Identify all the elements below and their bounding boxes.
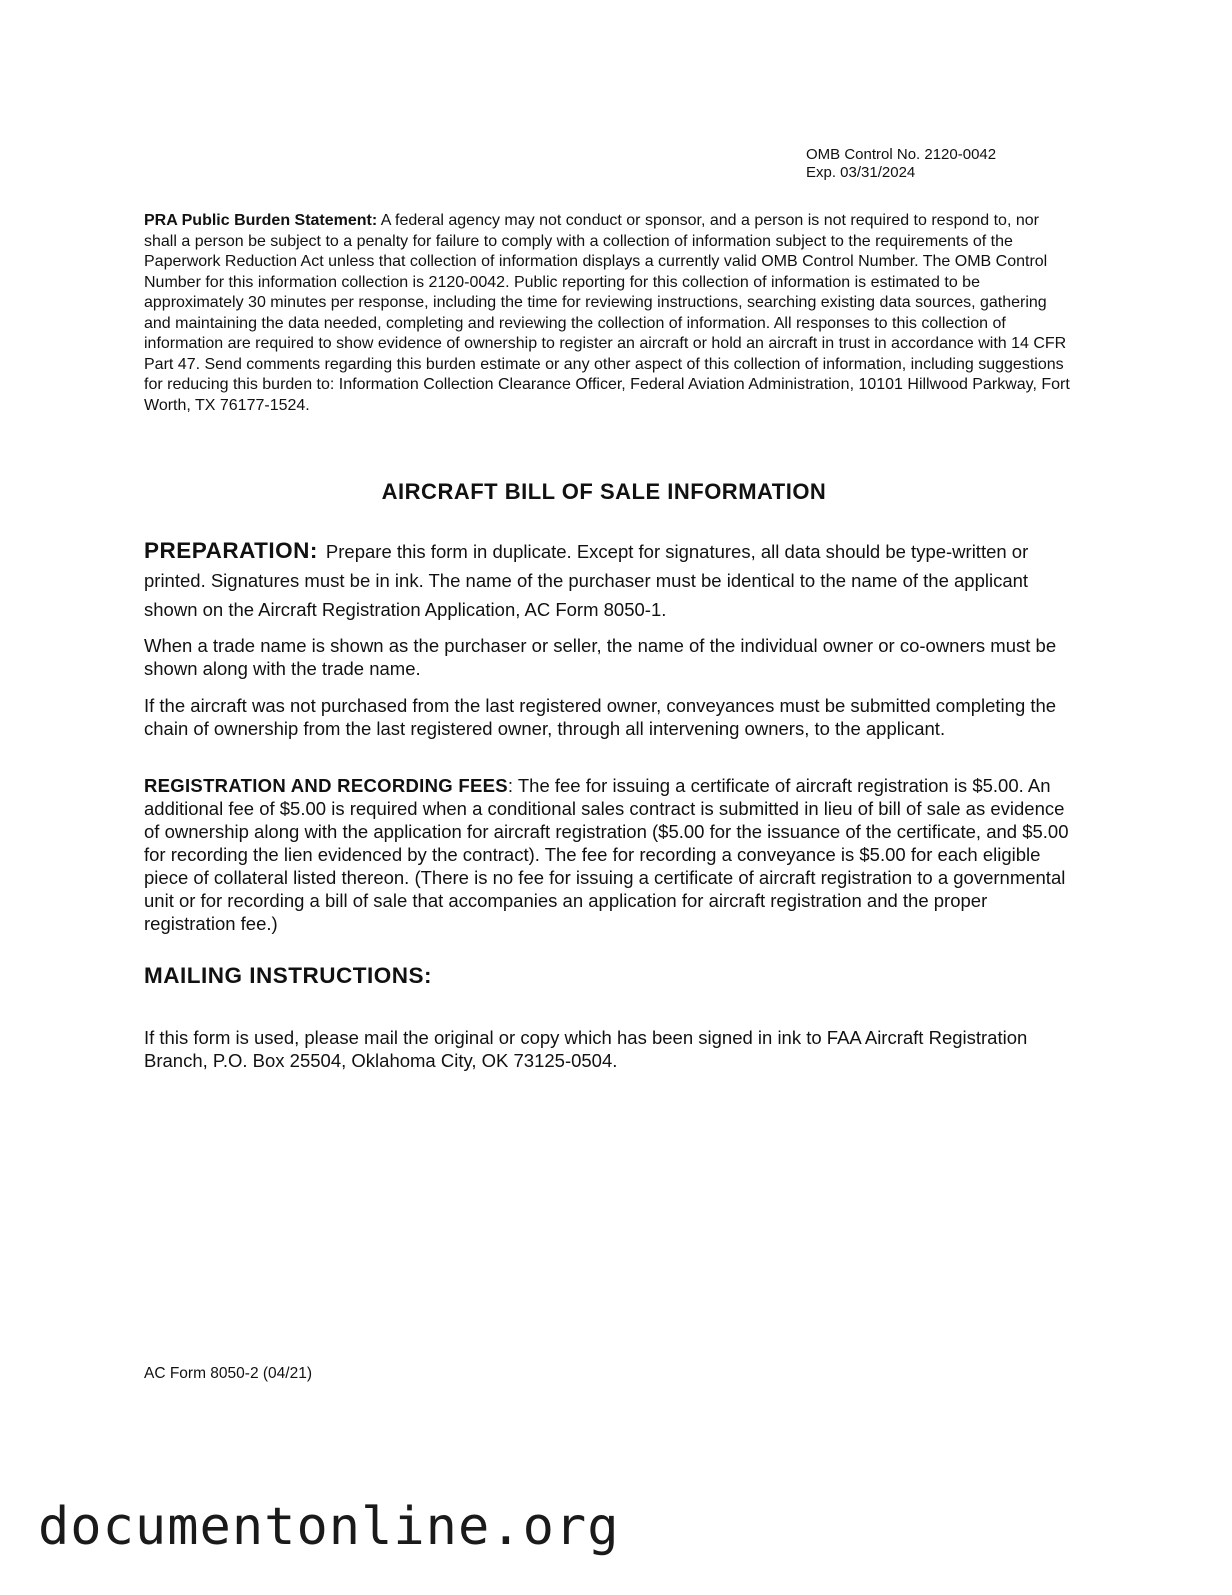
fees-text: : The fee for issuing a certificate of aircraft registration is $5.00. An additional fee of $5.00 is required when a conditional sales contract is submitted in lieu of bill of sale as evidence of ownership along with the application for aircraft registration ($5.00 for the issuance of the certificate, and $5.00 for recording the lien evidenced by the contract). The fee for recording a conveyance is $5.00 for each eligible piece of collateral listed thereon. (There is no fee for issuing a certificate of aircraft registration to a governmental unit or for recording a bill of sale that accompanies an application for aircraft registration and the proper registration fee.) bbox=[144, 775, 1069, 934]
pra-label: PRA Public Burden Statement: bbox=[144, 212, 378, 229]
form-number: AC Form 8050-2 (04/21) bbox=[144, 1365, 312, 1382]
pra-text: A federal agency may not conduct or sponsor, and a person is not required to respond to, nor shall a person be subject to a penalty for failure to comply with a collection of information subject to the requirements of the Paperwork Reduction Act unless that collection of information displays a currently valid OMB Control Number. The OMB Control Number for this information collection is 2120-0042. Public reporting for this collection of information is estimated to be approximately 30 minutes per response, including the time for reviewing instructions, searching existing data sources, gathering and maintaining the data needed, completing and reviewing the collection of information. All responses to this collection of information are required to show evidence of ownership to register an aircraft or hold an aircraft in trust in accordance with 14 CFR Part 47. Send comments regarding this burden estimate or any other aspect of this collection of information, including suggestions for reducing this burden to: Information Collection Clearance Officer, Federal Aviation Administration, 10101 Hillwood Parkway, Fort Worth, TX 76177-1524. bbox=[144, 212, 1070, 414]
mailing-instructions: If this form is used, please mail the original or copy which has been signed in ink to FAA Aircraft Registration Branch, P.O. Box 25504, Oklahoma City, OK 73125-0504. bbox=[144, 1027, 1028, 1071]
preparation-label: PREPARATION: bbox=[144, 538, 318, 563]
fees-label: REGISTRATION AND RECORDING FEES bbox=[144, 775, 508, 796]
pra-burden-statement bbox=[144, 211, 1074, 416]
preparation-section bbox=[144, 536, 1064, 624]
fees-section bbox=[144, 774, 1074, 935]
trade-name-paragraph: When a trade name is shown as the purchaser or seller, the name of the individual owner or co-owners must be shown along with the trade name. bbox=[144, 635, 1057, 679]
omb-control-block bbox=[806, 146, 996, 182]
preparation-text: Prepare this form in duplicate. Except for signatures, all data should be type-written or printed. Signatures must be in ink. The name of the purchaser must be identical to the name of the applicant shown on the Aircraft Registration Application, AC Form 8050-1. bbox=[144, 541, 1029, 620]
omb-expiration: Exp. 03/31/2024 bbox=[806, 164, 916, 181]
watermark: documentonline.org bbox=[38, 1497, 620, 1557]
mailing-heading: MAILING INSTRUCTIONS: bbox=[144, 963, 432, 988]
chain-of-ownership-paragraph: If the aircraft was not purchased from the last registered owner, conveyances must be submitted completing the chain of ownership from the last registered owner, through all intervening owners, to the applicant. bbox=[144, 695, 1057, 739]
omb-control-number: OMB Control No. 2120-0042 bbox=[806, 146, 997, 163]
page-title: AIRCRAFT BILL OF SALE INFORMATION bbox=[381, 479, 827, 504]
